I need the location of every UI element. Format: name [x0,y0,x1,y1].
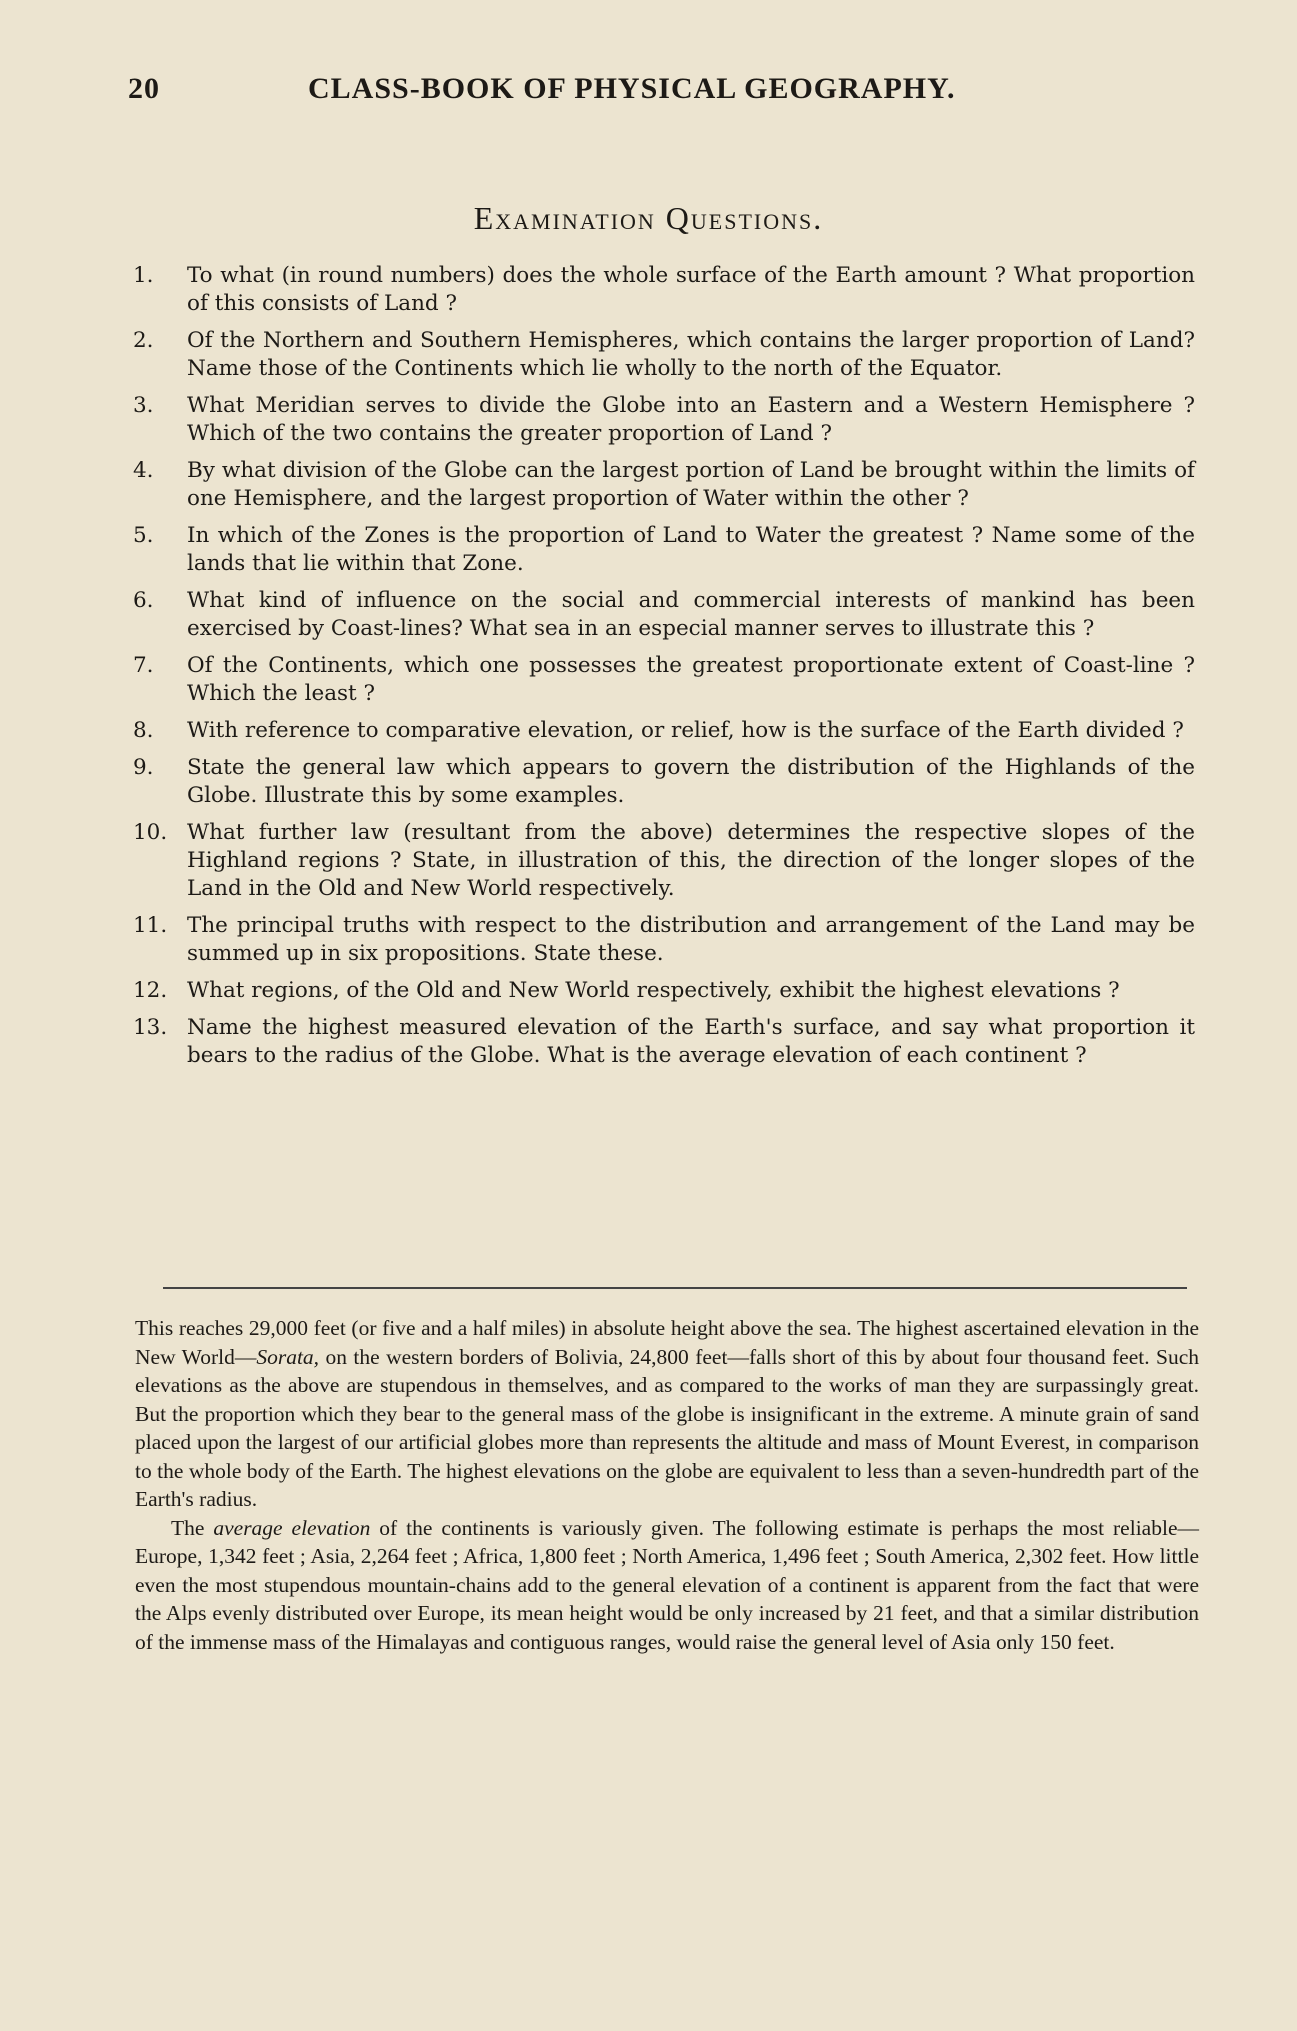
question-number: 13. [133,1015,168,1040]
question-number: 1. [133,263,154,288]
footnote-text: on the western borders of Bolivia, 24,800 feet—falls short of this by about four thousand feet. Such elevations as the above are stupendous in themselves, and as compared to the works of man they are surpassingly great. But the proportion which they bear to the general mass of the globe is insignificant in the extreme. A minute grain of sand placed upon the largest of our artificial globes more than represents the altitude and mass of Mount Everest, in comparison to the whole body of the Earth. The highest elevations on the globe are equivalent to less than a seven-hundredth part of the Earth's radius. [135,1344,1200,1511]
footnote-paragraph [135,1514,1199,1657]
footnote-block [135,1314,1199,1656]
question-item [133,262,1195,318]
footnote-text: The [171,1515,214,1540]
question-item [133,977,1195,1005]
question-number: 10. [133,820,168,845]
question-item [133,652,1195,708]
question-item [133,717,1195,745]
footnote-emphasis: Sorata, [256,1344,320,1369]
question-number: 9. [133,755,154,780]
question-text: Of the Continents, which one possesses the greatest proportionate extent of Coast-line ? Which the least ? [187,653,1195,706]
question-number: 4. [133,458,154,483]
footnote-paragraph [135,1314,1199,1514]
question-item [133,819,1195,903]
question-text: Of the Northern and Southern Hemispheres, which contains the larger proportion of Land? Name those of the Continents which lie wholly to the north of the Equator. [187,328,1195,381]
question-number: 2. [133,328,154,353]
footnote-emphasis: average elevation [213,1515,371,1540]
question-item [133,912,1195,968]
page-number: 20 [128,72,160,105]
question-item [133,457,1195,513]
question-number: 7. [133,653,154,678]
question-number: 8. [133,718,154,743]
question-item [133,754,1195,810]
question-item [133,522,1195,578]
footnote-text: of the continents is variously given. The following estimate is perhaps the most reliable—Europe, 1,342 feet ; Asia, 2,264 feet ; Africa, 1,800 feet ; North America, 1,496 feet ; South America, 2,302 feet. How little even the most stupendous mountain-chains add to the general elevation of a continent is apparent from the fact that were the Alps evenly distributed over Europe, its mean height would be only increased by 21 feet, and that a similar distribution of the immense mass of the Himalayas and contiguous ranges, would raise the general level of Asia only 150 feet. [135,1515,1199,1654]
question-item [133,1014,1195,1070]
question-item [133,327,1195,383]
question-number: 11. [133,913,168,938]
question-number: 6. [133,588,154,613]
question-text: The principal truths with respect to the distribution and arrangement of the Land may be summed up in six propositions. State these. [187,913,1195,966]
question-text: With reference to comparative elevation, or relief, how is the surface of the Earth divided ? [187,718,1184,743]
question-text: Name the highest measured elevation of the Earth's surface, and say what proportion it bears to the radius of the Globe. What is the average elevation of each continent ? [187,1015,1195,1068]
question-item [133,587,1195,643]
section-heading: Examination Questions. [473,200,824,236]
question-text: To what (in round numbers) does the whole surface of the Earth amount ? What proportion of this consists of Land ? [187,263,1195,316]
question-text: By what division of the Globe can the largest portion of Land be brought within the limits of one Hemisphere, and the largest proportion of Water within the other ? [187,458,1195,511]
book-title: CLASS-BOOK OF PHYSICAL GEOGRAPHY. [308,72,956,105]
question-number: 12. [133,978,168,1003]
question-text: In which of the Zones is the proportion of Land to Water the greatest ? Name some of the lands that lie within that Zone. [187,523,1195,576]
footnote-text: This reaches 29,000 feet (or five and a half miles) in absolute height above the sea. The highest ascertained elevation in the New World— [135,1316,1199,1369]
question-text: What kind of influence on the social and commercial interests of mankind has been exercised by Coast-lines? What sea in an especial manner serves to illustrate this ? [187,588,1195,641]
question-number: 3. [133,393,154,418]
question-text: What further law (resultant from the above) determines the respective slopes of the Highland regions ? State, in illustration of this, the direction of the longer slopes of the Land in the Old and New World respectively. [187,820,1195,901]
divider-rule [163,1287,1187,1289]
question-text: What Meridian serves to divide the Globe into an Eastern and a Western Hemisphere ? Which of the two contains the greater proportion of Land ? [187,393,1195,446]
question-list [133,262,1195,1079]
question-item [133,392,1195,448]
question-text: State the general law which appears to govern the distribution of the Highlands of the Globe. Illustrate this by some examples. [187,755,1195,808]
question-number: 5. [133,523,154,548]
question-text: What regions, of the Old and New World respectively, exhibit the highest elevations ? [187,978,1120,1003]
